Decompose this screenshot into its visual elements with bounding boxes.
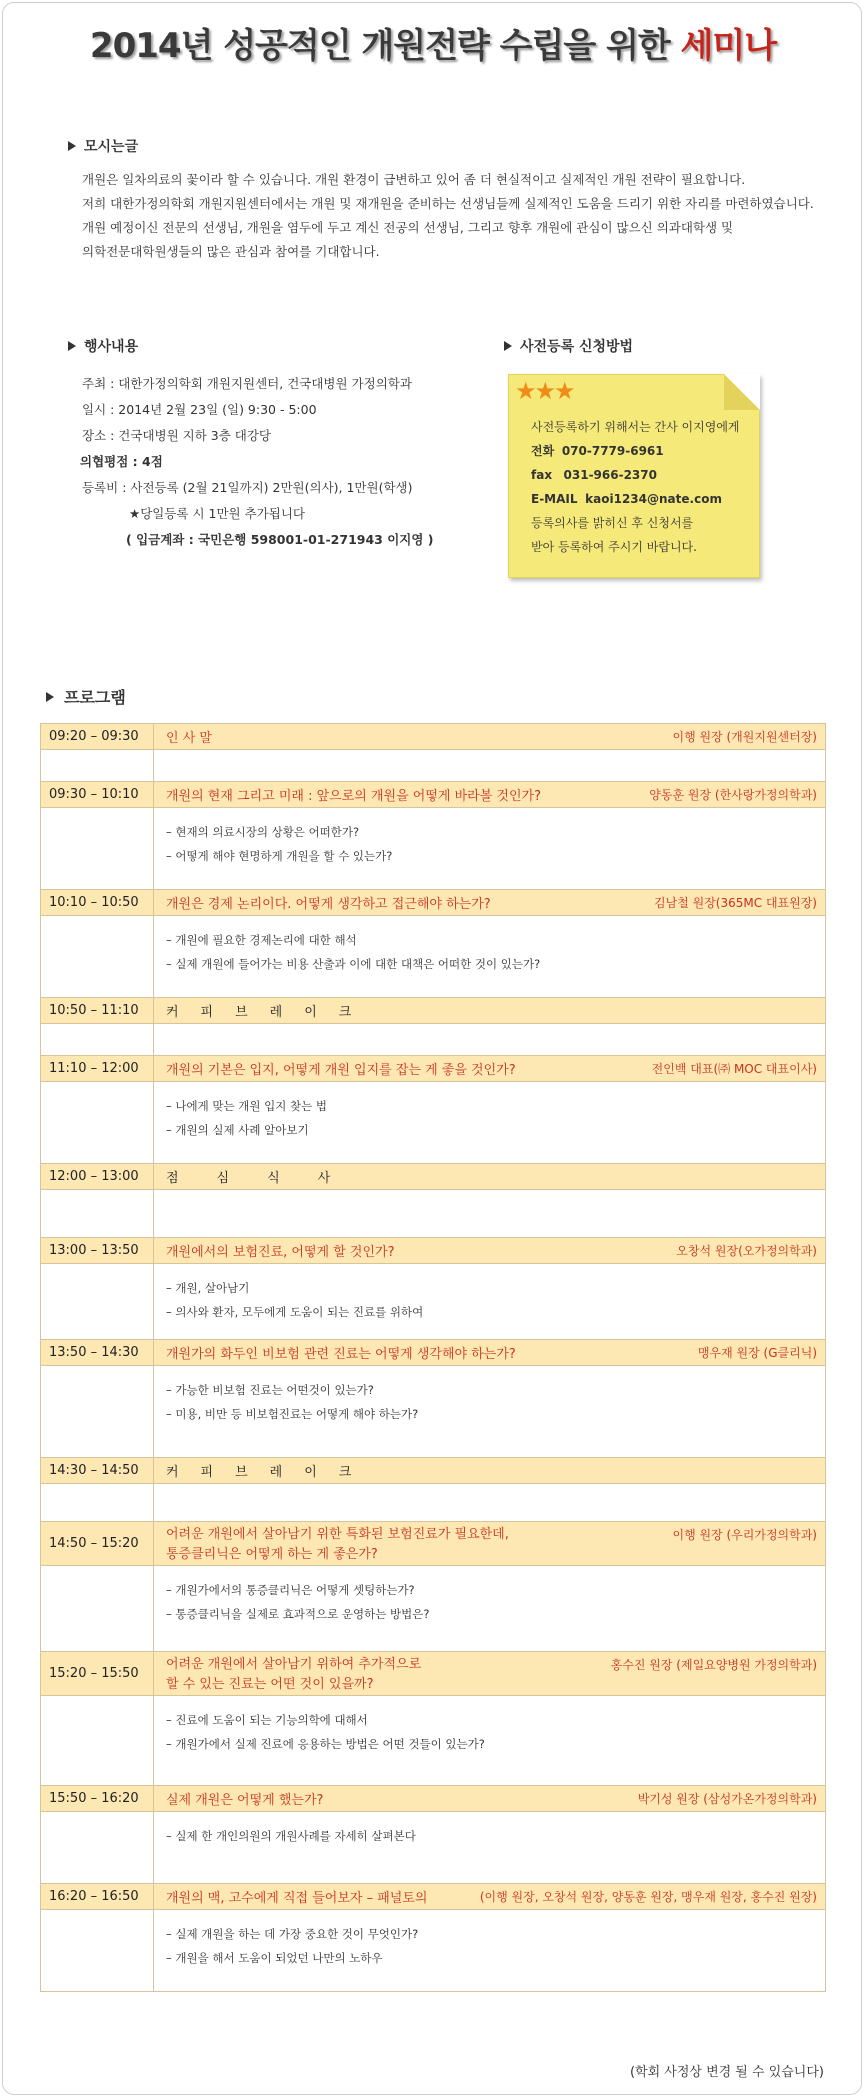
session-time: 14:30 – 14:50 <box>41 1458 154 1483</box>
intro-text <box>82 168 814 264</box>
email-address[interactable]: kaoi1234@nate.com <box>585 492 722 506</box>
session-body <box>41 1024 825 1056</box>
session-header <box>41 1458 825 1484</box>
session-header <box>41 1164 825 1190</box>
phone-label: 전화 <box>531 444 555 458</box>
session-body <box>41 1190 825 1238</box>
session-time: 14:50 – 15:20 <box>41 1522 154 1565</box>
session-time: 11:10 – 12:00 <box>41 1056 154 1081</box>
session-body <box>41 1910 825 1992</box>
register-note: 등록의사를 밝히신 후 신청서를 <box>531 516 694 530</box>
program-table <box>40 723 826 1992</box>
session-item: – 실제 개원을 하는 데 가장 중요한 것이 무엇인가? <box>166 1927 419 1941</box>
session-item: – 개원가에서 실제 진료에 응용하는 방법은 어떤 것들이 있는가? <box>166 1737 485 1751</box>
session-time: 16:20 – 16:50 <box>41 1884 154 1909</box>
session-topic-line2: 할 수 있는 진료는 어떤 것이 있을까? <box>166 1677 374 1692</box>
session-item: – 개원, 살아남기 <box>166 1281 250 1295</box>
event-heading <box>68 336 138 356</box>
session-time: 10:10 – 10:50 <box>41 890 154 915</box>
session-item: – 실제 한 개인의원의 개원사례를 자세히 살펴본다 <box>166 1829 416 1843</box>
session-topic: 실제 개원은 어떻게 했는가? <box>166 1793 324 1808</box>
program-heading <box>46 685 126 708</box>
session-speaker: 맹우재 원장 (G클리닉) <box>697 1346 817 1360</box>
session-body <box>41 1812 825 1884</box>
session-topic: 어려운 개원에서 살아남기 위하여 추가적으로 <box>166 1657 422 1672</box>
session-body <box>41 1484 825 1522</box>
event-account: ( 입금계좌 : 국민은행 598001-01-271943 이지영 ) <box>126 532 434 547</box>
session-item: – 개원가에서의 통증클리닉은 어떻게 셋팅하는가? <box>166 1583 415 1597</box>
title-main: 2014년 성공적인 개원전략 수립을 위한 <box>89 26 681 66</box>
event-credit: 의협평점 : 4점 <box>80 454 163 469</box>
session-item: – 의사와 환자, 모두에게 도움이 되는 진료를 위하여 <box>166 1305 424 1319</box>
session-time: 09:20 – 09:30 <box>41 724 154 749</box>
session-topic: 개원의 현재 그리고 미래 : 앞으로의 개원을 어떻게 바라볼 것인가? <box>166 789 541 804</box>
session-header <box>41 890 825 916</box>
session-header <box>41 1652 825 1696</box>
fax-label: fax <box>531 468 553 482</box>
register-note: 받아 등록하여 주시기 바랍니다. <box>531 540 697 554</box>
register-heading <box>504 336 633 356</box>
session-header <box>41 1884 825 1910</box>
intro-line: 의학전문대학원생들의 많은 관심과 참여를 기대합니다. <box>82 244 380 259</box>
session-header <box>41 1786 825 1812</box>
event-heading-label: 행사내용 <box>84 339 139 355</box>
session-topic: 개원가의 화두인 비보험 관련 진료는 어떻게 생각해야 하는가? <box>166 1347 516 1362</box>
session-speaker: 이행 원장 (개원지원센터장) <box>672 730 817 744</box>
session-topic: 커피브레이크 <box>166 1005 374 1020</box>
intro-line: 개원은 일차의료의 꽃이라 할 수 있습니다. 개원 환경이 급변하고 있어 좀 더 현실적이고 실제적인 개원 전략이 필요합니다. <box>82 172 746 187</box>
session-speaker: (이행 원장, 오창석 원장, 양동훈 원장, 맹우재 원장, 홍수진 원장) <box>479 1890 817 1904</box>
intro-heading <box>68 136 138 156</box>
session-topic: 개원의 기본은 입지, 어떻게 개원 입지를 잡는 게 좋을 것인가? <box>166 1063 516 1078</box>
email-label: E-MAIL <box>531 492 578 506</box>
intro-line: 저희 대한가정의학회 개원지원센터에서는 개원 및 재개원을 준비하는 선생님들께 실제적인 도움을 드리기 위한 자리를 마련하였습니다. <box>82 196 814 211</box>
session-speaker: 김남철 원장(365MC 대표원장) <box>654 896 817 910</box>
session-body <box>41 1696 825 1786</box>
session-header <box>41 782 825 808</box>
session-speaker: 박기성 원장 (삼성가온가정의학과) <box>637 1792 817 1806</box>
session-header <box>41 724 825 750</box>
session-topic-line2: 통증클리닉은 어떻게 하는 게 좋은가? <box>166 1547 378 1562</box>
session-item: – 미용, 비만 등 비보험진료는 어떻게 해야 하는가? <box>166 1407 419 1421</box>
session-body <box>41 1366 825 1458</box>
triangle-bullet-icon <box>46 692 54 702</box>
session-speaker: 오창석 원장(오가정의학과) <box>676 1244 817 1258</box>
session-topic: 인 사 말 <box>166 731 212 746</box>
session-header <box>41 998 825 1024</box>
event-info <box>82 372 442 554</box>
intro-heading-label: 모시는글 <box>84 139 139 155</box>
session-time: 13:50 – 14:30 <box>41 1340 154 1365</box>
session-header <box>41 1056 825 1082</box>
session-header <box>41 1238 825 1264</box>
session-item: – 나에게 맞는 개원 입지 찾는 법 <box>166 1099 327 1113</box>
session-body <box>41 808 825 890</box>
session-item: – 개원에 필요한 경제논리에 대한 해석 <box>166 933 357 947</box>
session-body <box>41 916 825 998</box>
star-rating-icon: ★★★ <box>515 377 574 405</box>
session-body <box>41 1082 825 1164</box>
event-host: 주최 : 대한가정의학회 개원지원센터, 건국대병원 가정의학과 <box>82 376 412 391</box>
session-speaker: 홍수진 원장 (제일요양병원 가정의학과) <box>610 1658 817 1672</box>
event-fee: 등록비 : 사전등록 (2월 21일까지) 2만원(의사), 1만원(학생) <box>82 480 413 495</box>
session-time: 09:30 – 10:10 <box>41 782 154 807</box>
page-curl-icon <box>724 374 760 410</box>
session-item: – 통증클리닉을 실제로 효과적으로 운영하는 방법은? <box>166 1607 430 1621</box>
event-datetime: 일시 : 2014년 2월 23일 (일) 9:30 - 5:00 <box>82 402 317 417</box>
session-topic: 개원의 맥, 고수에게 직접 들어보자 – 패널토의 <box>166 1891 428 1906</box>
session-topic: 개원은 경제 논리이다. 어떻게 생각하고 접근해야 하는가? <box>166 897 491 912</box>
session-item: – 실제 개원에 들어가는 비용 산출과 이에 대한 대책은 어떠한 것이 있는가? <box>166 957 541 971</box>
title-accent: 세미나 <box>680 26 777 66</box>
triangle-bullet-icon <box>68 341 76 351</box>
session-item: – 개원의 실제 사례 알아보기 <box>166 1123 309 1137</box>
triangle-bullet-icon <box>504 341 512 351</box>
session-time: 10:50 – 11:10 <box>41 998 154 1023</box>
register-intro: 사전등록하기 위해서는 간사 이지영에게 <box>531 420 740 434</box>
session-body <box>41 1566 825 1652</box>
session-time: 15:50 – 16:20 <box>41 1786 154 1811</box>
session-item: – 진료에 도움이 되는 기능의학에 대해서 <box>166 1713 368 1727</box>
phone-number: 070-7779-6961 <box>561 444 664 458</box>
session-item: – 어떻게 해야 현명하게 개원을 할 수 있는가? <box>166 849 393 863</box>
session-time: 12:00 – 13:00 <box>41 1164 154 1189</box>
session-speaker: 전인백 대표(㈜ MOC 대표이사) <box>651 1062 817 1076</box>
session-time: 13:00 – 13:50 <box>41 1238 154 1263</box>
triangle-bullet-icon <box>68 141 76 151</box>
session-topic: 점심식사 <box>166 1171 369 1186</box>
session-header <box>41 1522 825 1566</box>
event-place: 장소 : 건국대병원 지하 3층 대강당 <box>82 428 272 443</box>
page-title <box>0 18 866 67</box>
session-topic: 개원에서의 보험진료, 어떻게 할 것인가? <box>166 1245 395 1260</box>
session-item: – 가능한 비보험 진료는 어떤것이 있는가? <box>166 1383 374 1397</box>
sticky-note <box>508 374 760 578</box>
session-body <box>41 1264 825 1340</box>
register-heading-label: 사전등록 신청방법 <box>520 339 634 355</box>
footnote: (학회 사정상 변경 될 수 있습니다) <box>629 2065 824 2080</box>
session-body <box>41 750 825 782</box>
session-header <box>41 1340 825 1366</box>
session-topic: 커피브레이크 <box>166 1465 374 1480</box>
session-item: – 개원을 해서 도움이 되었던 나만의 노하우 <box>166 1951 383 1965</box>
intro-line: 개원 예정이신 전문의 선생님, 개원을 염두에 두고 계신 전공의 선생님, 그리고 향후 개원에 관심이 많으신 의과대학생 및 <box>82 220 734 235</box>
fax-number: 031-966-2370 <box>563 468 657 482</box>
session-speaker: 이행 원장 (우리가정의학과) <box>672 1528 817 1542</box>
session-item: – 현재의 의료시장의 상황은 어떠한가? <box>166 825 360 839</box>
event-onsite: ★당일등록 시 1만원 추가됩니다 <box>129 506 305 521</box>
session-time: 15:20 – 15:50 <box>41 1652 154 1695</box>
program-heading-label: 프로그램 <box>64 688 126 707</box>
session-speaker: 양동훈 원장 (한사랑가정의학과) <box>649 788 817 802</box>
session-topic: 어려운 개원에서 살아남기 위한 특화된 보험진료가 필요한데, <box>166 1527 509 1542</box>
